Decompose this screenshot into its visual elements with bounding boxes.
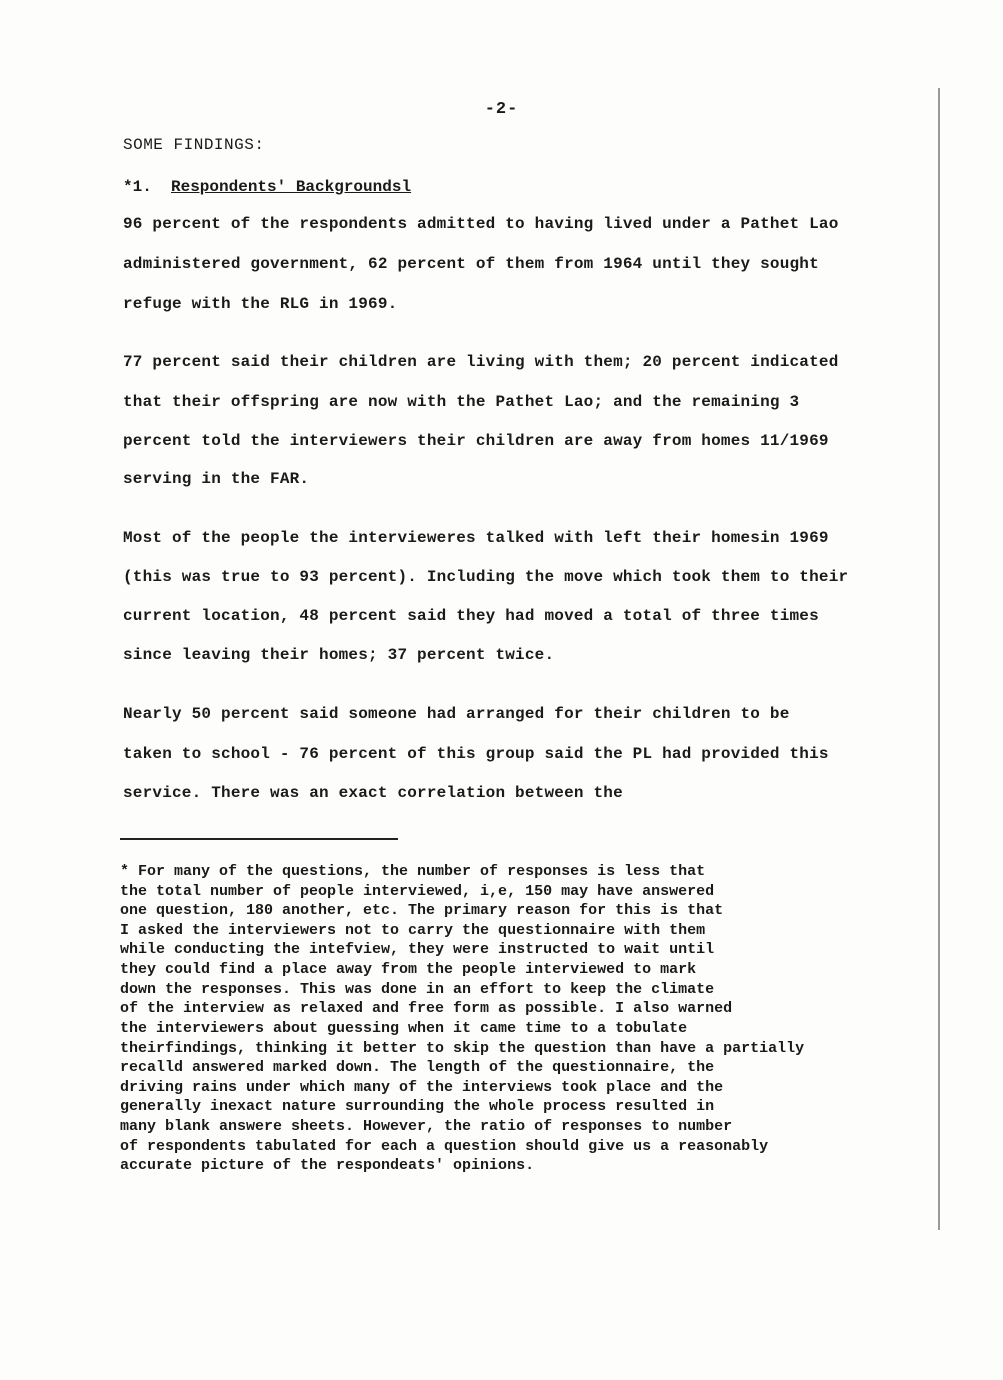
footnote-line-13: generally inexact nature surrounding the whole process resulted in — [120, 1098, 715, 1115]
footnote-line-16: accurate picture of the respondeats' opinions. — [120, 1157, 535, 1174]
footnote-line-6: they could find a place away from the people interviewed to mark — [120, 961, 697, 978]
page-edge-rule — [938, 88, 940, 1230]
footnote-divider — [120, 838, 398, 840]
paragraph-3-line-3: current location, 48 percent said they had moved a total of three times — [123, 607, 819, 625]
paragraph-3-line-1: Most of the people the intervieweres talked with left their homesin 1969 — [123, 529, 829, 547]
footnote-line-11: recalld answered marked down. The length of the questionnaire, the — [120, 1059, 715, 1076]
paragraph-2-line-1: 77 percent said their children are living with them; 20 percent indicated — [123, 353, 839, 371]
paragraph-2-line-3: percent told the interviewers their children are away from homes 11/1969 — [123, 432, 829, 450]
item-number: *1. — [123, 178, 152, 196]
paragraph-3-line-2: (this was true to 93 percent). Including the move which took them to their — [123, 568, 849, 586]
paragraph-1-line-1: 96 percent of the respondents admitted to having lived under a Pathet Lao — [123, 215, 839, 233]
footnote-line-2: the total number of people interviewed, i,e, 150 may have answered — [120, 883, 715, 900]
page-number: -2- — [484, 100, 519, 119]
paragraph-3-line-4: since leaving their homes; 37 percent twice. — [123, 646, 555, 664]
footnote-line-3: one question, 180 another, etc. The primary reason for this is that — [120, 902, 724, 919]
footnote-line-1: * For many of the questions, the number of responses is less that — [120, 863, 706, 880]
footnote-line-12: driving rains under which many of the interviews took place and the — [120, 1079, 724, 1096]
paragraph-1-line-2: administered government, 62 percent of them from 1964 until they sought — [123, 255, 819, 273]
item-title: Respondents' Backgroundsl — [171, 178, 412, 196]
footnote-line-8: of the interview as relaxed and free form as possible. I also warned — [120, 1000, 733, 1017]
paragraph-2-line-2: that their offspring are now with the Pathet Lao; and the remaining 3 — [123, 393, 800, 411]
item-heading — [123, 178, 411, 196]
footnote-line-10: theirfindings, thinking it better to skip the question than have a partially — [120, 1040, 805, 1057]
footnote-line-7: down the responses. This was done in an effort to keep the climate — [120, 981, 715, 998]
paragraph-4-line-3: service. There was an exact correlation between the — [123, 784, 623, 802]
footnote-line-14: many blank answere sheets. However, the ratio of responses to number — [120, 1118, 733, 1135]
paragraph-1-line-3: refuge with the RLG in 1969. — [123, 295, 398, 313]
section-title: SOME FINDINGS: — [123, 136, 265, 154]
paragraph-4-line-2: taken to school - 76 percent of this group said the PL had provided this — [123, 745, 829, 763]
paragraph-2-line-4: serving in the FAR. — [123, 470, 310, 488]
footnote-line-5: while conducting the intefview, they were instructed to wait until — [120, 941, 715, 958]
footnote-line-15: of respondents tabulated for each a question should give us a reasonably — [120, 1138, 769, 1155]
footnote-line-9: the interviewers about guessing when it came time to a tobulate — [120, 1020, 688, 1037]
footnote-line-4: I asked the interviewers not to carry the questionnaire with them — [120, 922, 706, 939]
paragraph-4-line-1: Nearly 50 percent said someone had arranged for their children to be — [123, 705, 790, 723]
